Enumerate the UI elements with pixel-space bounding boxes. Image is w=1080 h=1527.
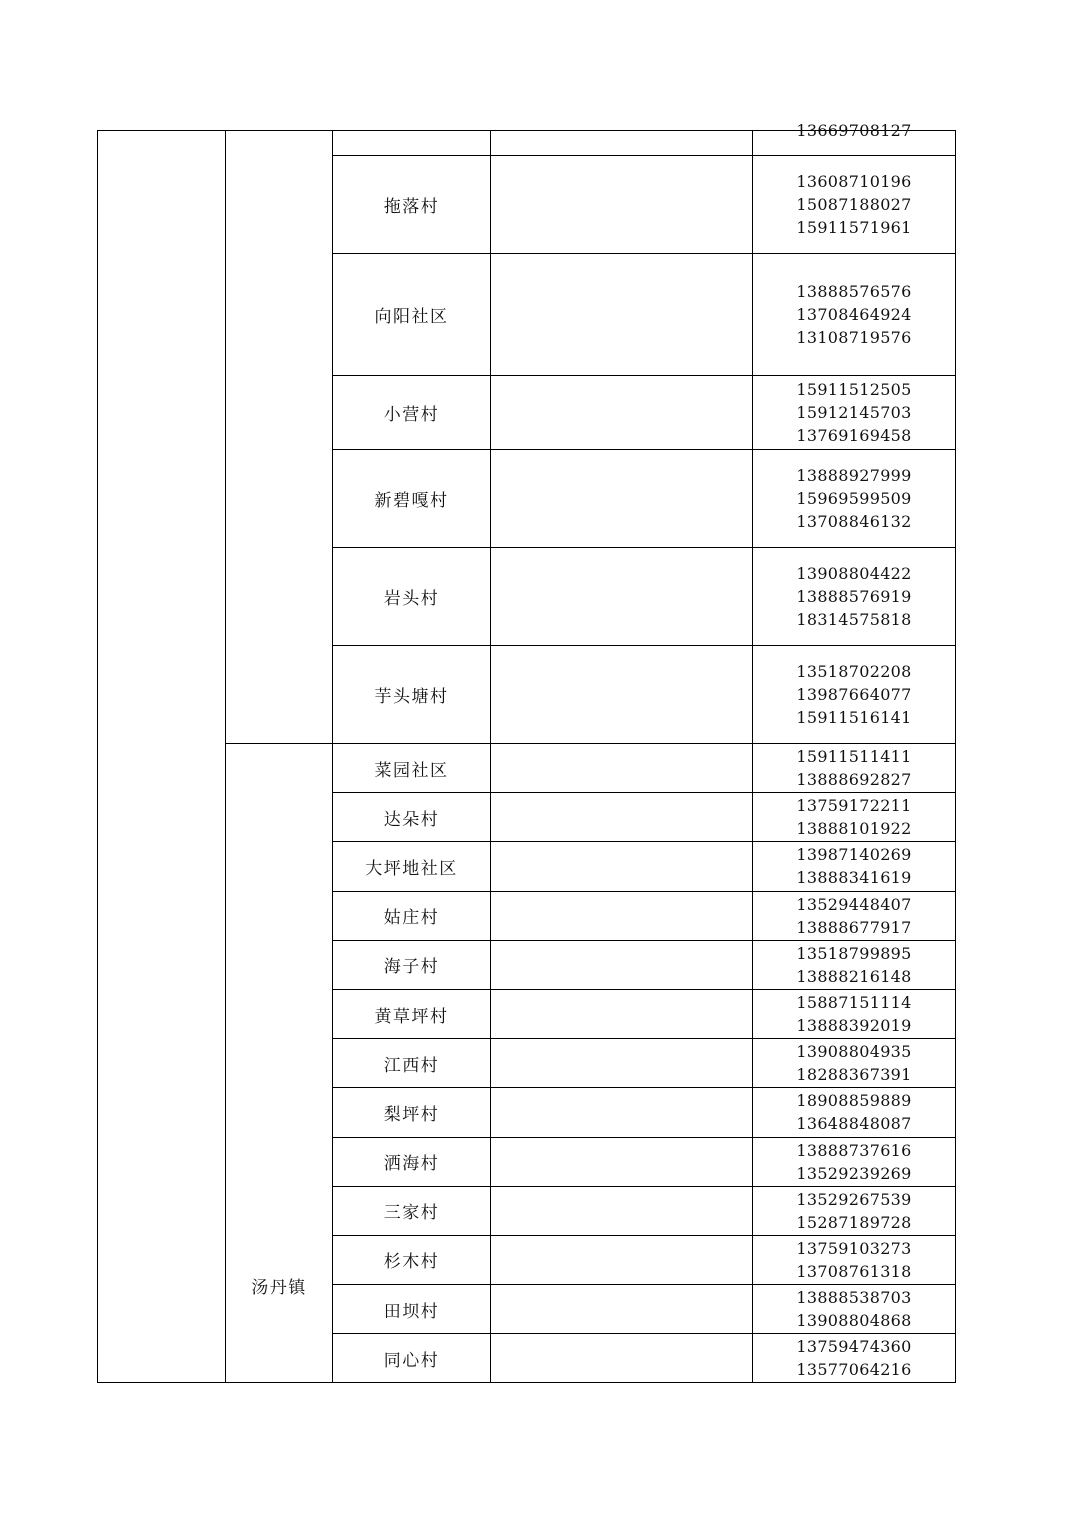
village-name: 同心村 bbox=[383, 1350, 440, 1371]
village-name: 三家村 bbox=[383, 1203, 440, 1224]
phone-number: 13769169458 bbox=[796, 426, 912, 445]
village-cell bbox=[333, 156, 491, 254]
phone-cell bbox=[753, 1285, 956, 1334]
phone-cell bbox=[753, 156, 956, 254]
phone-number: 18314575818 bbox=[796, 610, 912, 629]
contact-cell bbox=[491, 1088, 753, 1137]
phone-number: 13518799895 bbox=[796, 943, 912, 963]
village-name: 海子村 bbox=[383, 957, 440, 978]
phone-cell bbox=[753, 842, 956, 891]
village-cell bbox=[333, 989, 491, 1038]
phone-number: 15911571961 bbox=[796, 218, 912, 237]
phone-number: 13888576576 bbox=[796, 282, 912, 301]
phone-number: 13888576919 bbox=[796, 587, 912, 606]
phone-cell bbox=[753, 1039, 956, 1088]
phone-number: 15087188027 bbox=[796, 195, 912, 214]
phone-number: 13529267539 bbox=[796, 1189, 912, 1209]
contact-cell bbox=[491, 940, 753, 989]
phone-cell bbox=[753, 744, 956, 793]
village-cell bbox=[333, 1334, 491, 1383]
village-cell bbox=[333, 1039, 491, 1088]
contact-cell bbox=[491, 646, 753, 744]
phone-number: 13908804868 bbox=[796, 1311, 912, 1331]
village-name: 新碧嘎村 bbox=[374, 491, 449, 511]
village-name: 菜园社区 bbox=[374, 760, 449, 781]
phone-cell bbox=[753, 450, 956, 548]
phone-number: 13108719576 bbox=[796, 328, 912, 347]
village-name: 洒海村 bbox=[383, 1154, 440, 1175]
phone-cell bbox=[753, 1334, 956, 1383]
phone-number: 18288367391 bbox=[796, 1065, 912, 1085]
phone-number: 13987664077 bbox=[796, 685, 912, 704]
contact-cell bbox=[491, 450, 753, 548]
village-cell bbox=[333, 1285, 491, 1334]
phone-cell bbox=[753, 254, 956, 376]
contact-cell bbox=[491, 1137, 753, 1186]
phone-number: 13888927999 bbox=[796, 466, 912, 485]
phone-number: 13888101922 bbox=[796, 819, 912, 839]
village-name: 岩头村 bbox=[383, 589, 440, 609]
phone-number: 13908804935 bbox=[796, 1042, 912, 1062]
village-cell bbox=[333, 646, 491, 744]
contact-cell bbox=[491, 989, 753, 1038]
contact-cell bbox=[491, 1235, 753, 1284]
phone-number: 13888677917 bbox=[796, 917, 912, 937]
contact-cell bbox=[491, 793, 753, 842]
village-cell bbox=[333, 548, 491, 646]
contact-cell bbox=[491, 891, 753, 940]
phone-number: 13987140269 bbox=[796, 845, 912, 865]
phone-number: 13888341619 bbox=[796, 868, 912, 888]
contact-cell bbox=[491, 1039, 753, 1088]
region-cell bbox=[98, 131, 226, 1383]
phone-number: 13759172211 bbox=[796, 796, 912, 816]
table-row bbox=[98, 744, 956, 793]
contact-cell bbox=[491, 548, 753, 646]
contact-cell bbox=[491, 1334, 753, 1383]
phone-number: 15887151114 bbox=[796, 993, 912, 1013]
phone-number: 13577064216 bbox=[796, 1360, 912, 1380]
village-name: 黄草坪村 bbox=[374, 1006, 449, 1027]
village-cell bbox=[333, 1235, 491, 1284]
phone-cell bbox=[753, 793, 956, 842]
phone-number: 13708846132 bbox=[796, 512, 912, 531]
village-name: 向阳社区 bbox=[374, 307, 449, 327]
village-name: 江西村 bbox=[383, 1055, 440, 1076]
contact-cell bbox=[491, 1285, 753, 1334]
town-cell bbox=[226, 131, 333, 744]
village-name: 达朵村 bbox=[383, 809, 440, 830]
phone-number: 13669708127 bbox=[796, 121, 912, 140]
contact-cell bbox=[491, 842, 753, 891]
phone-cell bbox=[753, 989, 956, 1038]
village-cell bbox=[333, 376, 491, 450]
contact-cell bbox=[491, 1186, 753, 1235]
village-cell bbox=[333, 891, 491, 940]
phone-number: 13888216148 bbox=[796, 966, 912, 986]
phone-number: 15911516141 bbox=[796, 708, 912, 727]
phone-number: 13888737616 bbox=[796, 1140, 912, 1160]
phone-number: 13518702208 bbox=[796, 662, 912, 681]
contact-cell bbox=[491, 376, 753, 450]
table-row bbox=[98, 131, 956, 156]
village-name: 芋头塘村 bbox=[374, 687, 449, 707]
contact-table bbox=[97, 121, 956, 1383]
village-cell bbox=[333, 254, 491, 376]
village-name: 姑庄村 bbox=[383, 908, 440, 929]
phone-cell bbox=[753, 891, 956, 940]
phone-number: 18908859889 bbox=[796, 1091, 912, 1111]
phone-number: 15912145703 bbox=[796, 403, 912, 422]
village-cell bbox=[333, 1088, 491, 1137]
phone-cell bbox=[753, 940, 956, 989]
phone-number: 13759103273 bbox=[796, 1238, 912, 1258]
contact-cell bbox=[491, 131, 753, 156]
phone-cell bbox=[753, 1137, 956, 1186]
phone-number: 13888538703 bbox=[796, 1288, 912, 1308]
village-name: 拖落村 bbox=[383, 197, 440, 217]
town-cell: 汤丹镇 bbox=[226, 744, 333, 1383]
phone-number: 13888692827 bbox=[796, 770, 912, 790]
village-cell bbox=[333, 793, 491, 842]
contact-cell bbox=[491, 744, 753, 793]
phone-cell bbox=[753, 121, 956, 156]
village-cell bbox=[333, 450, 491, 548]
phone-number: 13708761318 bbox=[796, 1261, 912, 1281]
phone-number: 13608710196 bbox=[796, 172, 912, 191]
village-cell bbox=[333, 1186, 491, 1235]
village-name: 田坝村 bbox=[383, 1301, 440, 1322]
phone-number: 15969599509 bbox=[796, 489, 912, 508]
phone-number: 13908804422 bbox=[796, 564, 912, 583]
phone-number: 13888392019 bbox=[796, 1016, 912, 1036]
phone-cut-wrapper bbox=[753, 121, 955, 155]
contact-cell bbox=[491, 254, 753, 376]
phone-number: 13529448407 bbox=[796, 894, 912, 914]
village-name: 梨坪村 bbox=[383, 1104, 440, 1125]
contact-cell bbox=[491, 156, 753, 254]
village-cell bbox=[333, 131, 491, 156]
village-cell bbox=[333, 1137, 491, 1186]
phone-cell bbox=[753, 646, 956, 744]
village-cell bbox=[333, 744, 491, 793]
phone-number: 13529239269 bbox=[796, 1163, 912, 1183]
village-name: 杉木村 bbox=[383, 1252, 440, 1273]
phone-number: 13759474360 bbox=[796, 1337, 912, 1357]
village-cell bbox=[333, 940, 491, 989]
phone-number: 15911512505 bbox=[796, 380, 912, 399]
phone-cell bbox=[753, 1088, 956, 1137]
phone-number: 15911511411 bbox=[796, 747, 912, 767]
phone-number: 15287189728 bbox=[796, 1212, 912, 1232]
village-name: 大坪地社区 bbox=[365, 858, 458, 879]
phone-number: 13648848087 bbox=[796, 1114, 912, 1134]
village-name: 小营村 bbox=[383, 405, 440, 425]
phone-cell bbox=[753, 1235, 956, 1284]
phone-number: 13708464924 bbox=[796, 305, 912, 324]
village-cell bbox=[333, 842, 491, 891]
phone-cell bbox=[753, 548, 956, 646]
phone-cell bbox=[753, 1186, 956, 1235]
phone-cell bbox=[753, 376, 956, 450]
